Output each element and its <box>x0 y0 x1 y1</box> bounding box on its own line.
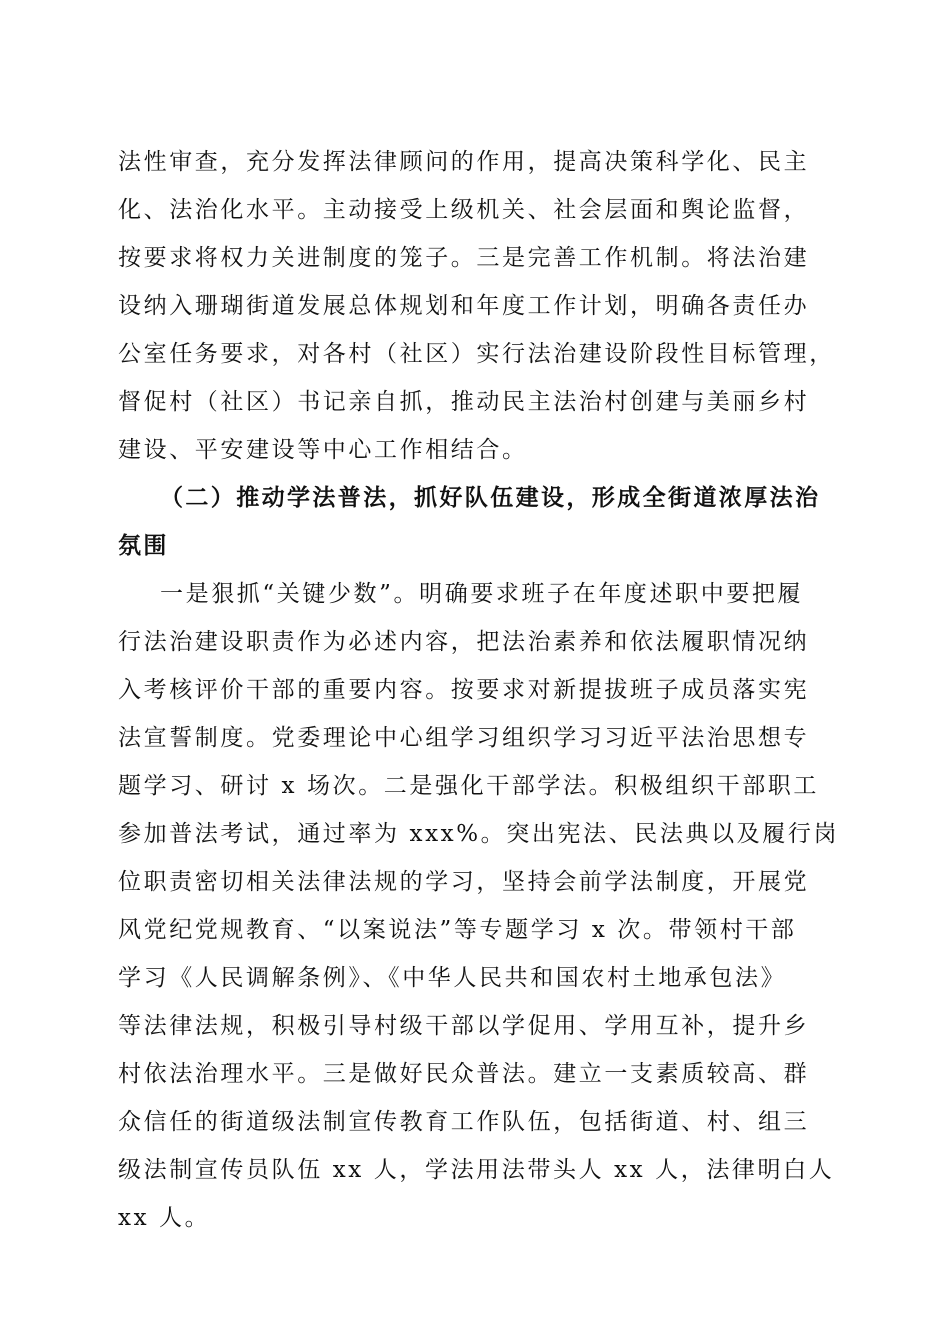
text-line: 设纳入珊瑚街道发展总体规划和年度工作计划，明确各责任办 <box>118 293 810 319</box>
text-line: 按要求将权力关进制度的笼子。三是完善工作机制。将法治建 <box>118 245 810 271</box>
text-line: 级法制宣传员队伍 xx 人，学法用法带头人 xx 人，法律明白人 <box>118 1157 835 1183</box>
text-line: 题学习、研讨 x 场次。二是强化干部学法。积极组织干部职工 <box>118 773 819 799</box>
heading-line: （二）推动学法普法，抓好队伍建设，形成全街道浓厚法治 <box>160 485 821 511</box>
text-line: 公室任务要求，对各村（社区）实行法治建设阶段性目标管理， <box>118 341 835 367</box>
text-line: 行法治建设职责作为必述内容，把法治素养和依法履职情况纳 <box>118 629 810 655</box>
text-line: xx 人。 <box>118 1205 211 1231</box>
text-line: 学习《人民调解条例》、《中华人民共和国农村土地承包法》 <box>118 965 787 991</box>
text-line: 一是狠抓“关键少数”。明确要求班子在年度述职中要把履 <box>160 581 804 607</box>
text-line: 法宣誓制度。党委理论中心组学习组织学习习近平法治思想专 <box>118 725 810 751</box>
text-line: 化、法治化水平。主动接受上级机关、社会层面和舆论监督， <box>118 197 810 223</box>
text-line: 风党纪党规教育、“以案说法”等专题学习 x 次。带领村干部 <box>118 917 797 943</box>
text-line: 入考核评价干部的重要内容。按要求对新提拔班子成员落实宪 <box>118 677 810 703</box>
text-line: 督促村（社区）书记亲自抓，推动民主法治村创建与美丽乡村 <box>118 389 810 415</box>
text-line: 等法律法规，积极引导村级干部以学促用、学用互补，提升乡 <box>118 1013 810 1039</box>
text-line: 众信任的街道级法制宣传教育工作队伍，包括街道、村、组三 <box>118 1109 810 1135</box>
text-line: 村依法治理水平。三是做好民众普法。建立一支素质较高、群 <box>118 1061 810 1087</box>
text-line: 位职责密切相关法律法规的学习，坚持会前学法制度，开展党 <box>118 869 810 895</box>
text-line: 法性审查，充分发挥法律顾问的作用，提高决策科学化、民主 <box>118 149 810 175</box>
text-line: 参加普法考试，通过率为 xxx%。突出宪法、民法典以及履行岗 <box>118 821 840 847</box>
heading-line: 氛围 <box>118 533 169 559</box>
text-line: 建设、平安建设等中心工作相结合。 <box>118 437 528 463</box>
